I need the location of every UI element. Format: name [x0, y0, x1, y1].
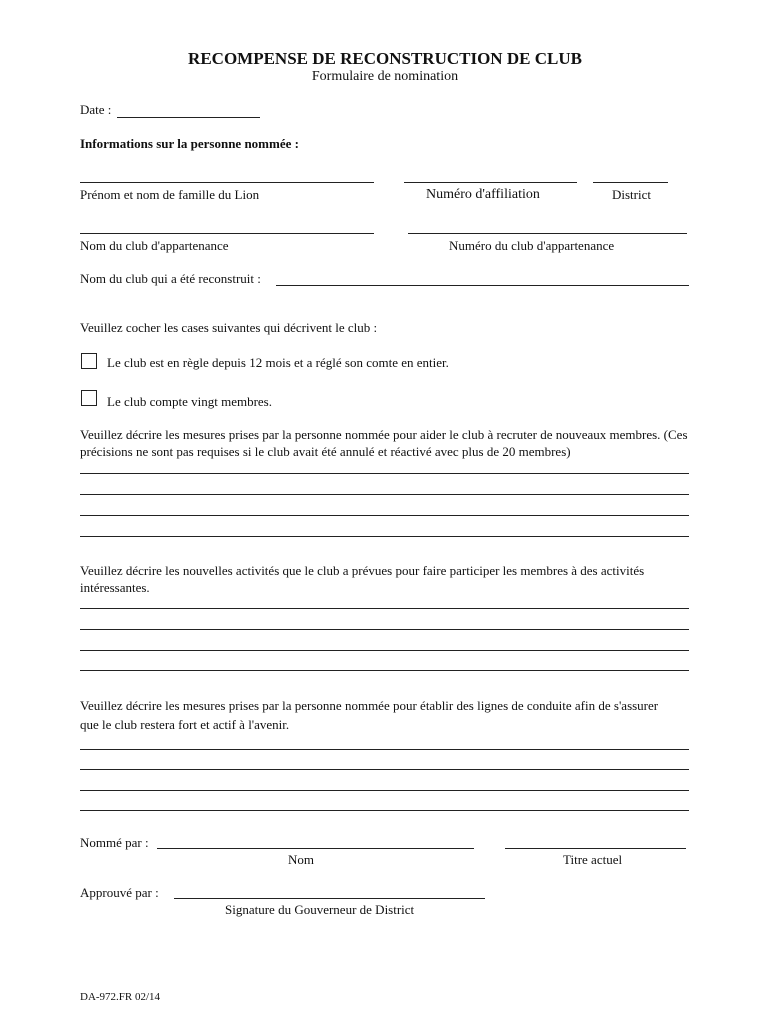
nominee-name-field[interactable]	[80, 182, 374, 183]
home-club-number-field[interactable]	[408, 233, 687, 234]
checkbox-good-standing-label: Le club est en règle depuis 12 mois et a réglé son comte en entier.	[107, 355, 449, 370]
question-activities: Veuillez décrire les nouvelles activités que le club a prévues pour faire participer les membres à des activités intéressantes.	[80, 563, 645, 595]
form-code: DA-972.FR 02/14	[80, 991, 161, 1003]
answer-line[interactable]	[80, 473, 689, 474]
home-club-number-caption: Numéro du club d'appartenance	[449, 238, 615, 253]
answer-line[interactable]	[80, 790, 689, 791]
district-caption: District	[612, 187, 651, 202]
approved-by-label: Approuvé par :	[80, 885, 159, 900]
governor-signature-field[interactable]	[174, 898, 485, 899]
rebuilt-club-label: Nom du club qui a été reconstruit :	[80, 271, 261, 286]
checkbox-good-standing[interactable]	[81, 353, 97, 369]
nominated-by-name-caption: Nom	[288, 852, 314, 867]
nominee-heading: Informations sur la personne nommée :	[80, 136, 299, 151]
answer-line[interactable]	[80, 515, 689, 516]
rebuilt-club-field[interactable]	[276, 285, 689, 286]
membership-number-caption: Numéro d'affiliation	[426, 187, 540, 202]
answer-line[interactable]	[80, 670, 689, 671]
nominated-by-name-field[interactable]	[157, 848, 474, 849]
date-label: Date :	[80, 102, 112, 117]
checklist-intro: Veuillez cocher les cases suivantes qui décrivent le club :	[80, 320, 378, 335]
question-guidelines: Veuillez décrire les mesures prises par la personne nommée pour établir des lignes de conduite afin de s'assurer que le club restera fort et actif à l'avenir.	[80, 698, 659, 732]
question-recruitment: Veuillez décrire les mesures prises par la personne nommée pour aider le club à recruter de nouveaux membres. (Ces précisions ne sont pas requises si le club avait été annulé et réactivé avec plus de 20 membres)	[80, 427, 688, 459]
form-title: RECOMPENSE DE RECONSTRUCTION DE CLUB	[188, 49, 582, 68]
answer-line[interactable]	[80, 536, 689, 537]
answer-line[interactable]	[80, 769, 689, 770]
membership-number-field[interactable]	[404, 182, 577, 183]
form-subtitle: Formulaire de nomination	[311, 69, 459, 84]
home-club-caption: Nom du club d'appartenance	[80, 238, 229, 253]
answer-line[interactable]	[80, 608, 689, 609]
answer-line[interactable]	[80, 810, 689, 811]
checkbox-twenty-members[interactable]	[81, 390, 97, 406]
nominated-by-label: Nommé par :	[80, 835, 149, 850]
nominated-by-title-field[interactable]	[505, 848, 686, 849]
nominee-name-caption: Prénom et nom de famille du Lion	[80, 187, 260, 202]
checkbox-twenty-members-label: Le club compte vingt membres.	[107, 394, 272, 409]
date-field[interactable]	[117, 117, 260, 118]
district-field[interactable]	[593, 182, 668, 183]
answer-line[interactable]	[80, 494, 689, 495]
nominated-by-title-caption: Titre actuel	[563, 852, 623, 867]
home-club-field[interactable]	[80, 233, 374, 234]
governor-signature-caption: Signature du Gouverneur de District	[225, 902, 415, 917]
answer-line[interactable]	[80, 629, 689, 630]
answer-line[interactable]	[80, 749, 689, 750]
answer-line[interactable]	[80, 650, 689, 651]
